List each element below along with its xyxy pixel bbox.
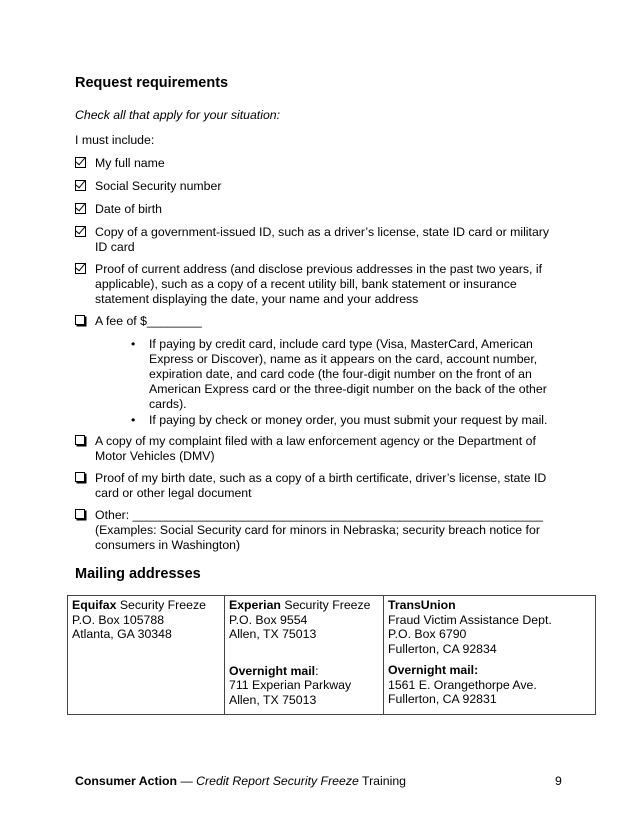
transunion-overnight-label: Overnight mail: [388, 663, 479, 677]
item-birth-proof-line2: card or other legal document [95, 486, 252, 500]
equifax-cell [68, 596, 225, 715]
checked-checkbox-icon [75, 226, 86, 237]
item-gov-id-line2: ID card [95, 240, 135, 254]
experian-suffix: Security Freeze [280, 598, 371, 612]
intro-text: I must include: [75, 133, 155, 147]
empty-checkbox-icon [75, 315, 85, 325]
item-dob: Date of birth [95, 202, 162, 216]
fee-bullet-credit-line2: Express or Discover), name as it appears on the card, account number, [149, 352, 538, 366]
item-complaint-line1: A copy of my complaint filed with a law enforcement agency or the Department of [95, 434, 536, 448]
experian-overnight-colon: : [315, 663, 319, 678]
item-fee: A fee of $________ [95, 314, 202, 328]
mailing-address-table [67, 595, 596, 715]
equifax-address-line: P.O. Box 105788 [72, 612, 165, 627]
experian-name: Experian [229, 598, 281, 612]
empty-checkbox-icon [75, 435, 85, 445]
section-heading-mailing-addresses: Mailing addresses [75, 566, 201, 582]
experian-overnight-label: Overnight mail [229, 663, 316, 678]
bullet-icon: • [131, 337, 136, 351]
item-address-line3: statement displaying the date, your name and your address [95, 292, 419, 306]
item-other-line2: (Examples: Social Security card for minors in Nebraska; security breach notice for [95, 523, 540, 537]
checked-checkbox-icon [75, 203, 86, 214]
experian-address-line: Allen, TX 75013 [229, 627, 317, 641]
footer-dash: — [177, 774, 197, 788]
footer-suffix: Training [358, 774, 406, 788]
item-gov-id-line1: Copy of a government-issued ID, such as a driver’s license, state ID card or military [95, 225, 550, 239]
checked-checkbox-icon [75, 263, 86, 274]
page-footer [75, 774, 406, 789]
fee-bullet-credit-line3: expiration date, and card code (the four-digit number on the front of an [149, 367, 532, 381]
item-complaint-line2: Motor Vehicles (DMV) [95, 449, 215, 463]
item-address-line1: Proof of current address (and disclose previous addresses in the past two years, if [95, 262, 543, 276]
fee-bullet-check: If paying by check or money order, you must submit your request by mail. [149, 413, 548, 427]
fee-bullet-credit-line5: cards). [149, 397, 187, 411]
equifax-address-line: Atlanta, GA 30348 [72, 627, 172, 641]
experian-address-line: P.O. Box 9554 [229, 612, 308, 627]
checked-checkbox-icon [75, 180, 86, 191]
footer-org: Consumer Action [75, 774, 178, 788]
item-full-name: My full name [95, 156, 165, 170]
transunion-overnight-line: Fullerton, CA 92831 [388, 692, 497, 706]
transunion-overnight-line: 1561 E. Orangethorpe Ave. [388, 677, 537, 692]
bullet-icon: • [131, 413, 136, 427]
fee-bullet-credit-line1: If paying by credit card, include card type (Visa, MasterCard, American [149, 337, 533, 351]
experian-overnight-line: Allen, TX 75013 [229, 692, 317, 707]
transunion-cell [384, 596, 596, 715]
item-other-line1: Other: ____________________________________________________________ [95, 508, 543, 522]
equifax-name: Equifax [72, 598, 117, 612]
experian-overnight-line: 711 Experian Parkway [229, 678, 352, 692]
equifax-suffix: Security Freeze [116, 598, 206, 612]
instruction-text: Check all that apply for your situation: [75, 108, 281, 122]
checked-checkbox-icon [75, 157, 86, 168]
item-address-line2: applicable), such as a copy of a recent utility bill, bank statement or insurance [95, 277, 517, 291]
item-birth-proof-line1: Proof of my birth date, such as a copy of a birth certificate, driver’s license, state ID [95, 471, 547, 485]
section-heading-request-requirements: Request requirements [75, 75, 229, 91]
transunion-address-line: P.O. Box 6790 [388, 627, 467, 641]
fee-bullet-credit-line4: American Express card or the three-digit number on the back of the other [149, 382, 547, 396]
experian-cell [225, 596, 384, 715]
empty-checkbox-icon [75, 509, 85, 519]
page-number: 9 [555, 774, 562, 788]
transunion-address-line: Fraud Victim Assistance Dept. [388, 612, 552, 627]
footer-title: Credit Report Security Freeze [196, 774, 359, 788]
transunion-name: TransUnion [388, 598, 456, 612]
transunion-address-line: Fullerton, CA 92834 [388, 641, 497, 656]
empty-checkbox-icon [75, 472, 85, 482]
item-ssn: Social Security number [95, 179, 222, 193]
item-other-line3: consumers in Washington) [95, 538, 241, 552]
